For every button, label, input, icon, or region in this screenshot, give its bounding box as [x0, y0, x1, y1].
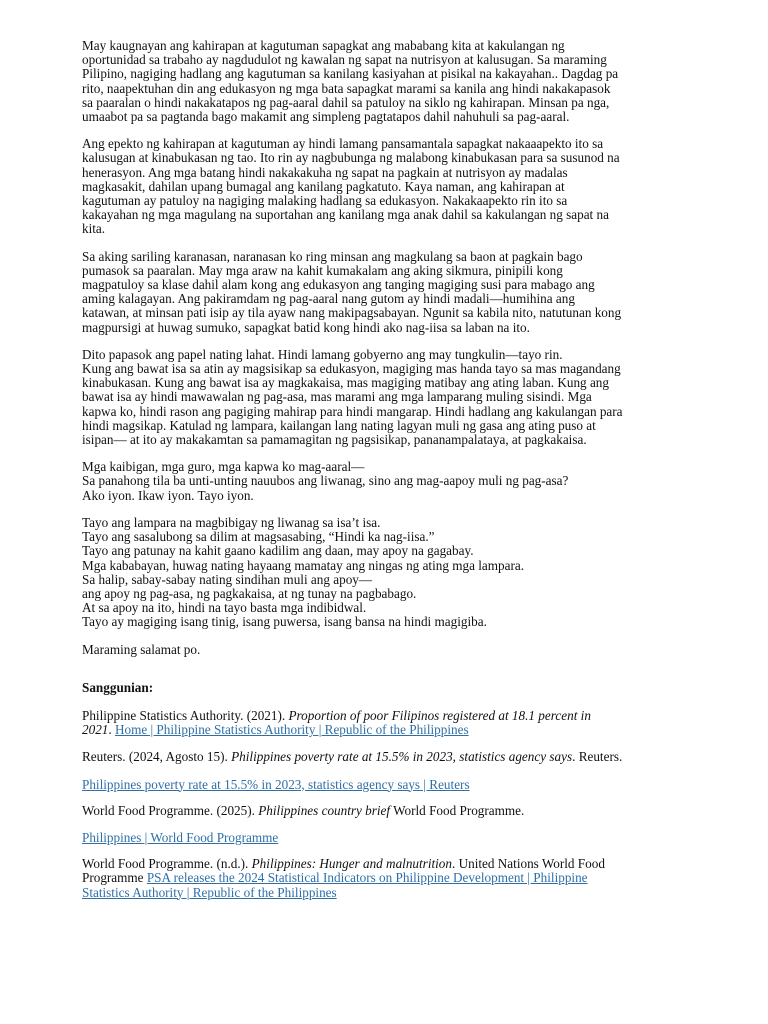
paragraph-line: henerasyon. Ang mga batang hindi nakakakuha ng sapat na pagkain at nutrisyon ay madalas: [82, 164, 568, 180]
paragraph-line: umaabot pa sa pagtanda bago makamit ang simpleng pagtatapos dahil nahuhuli sa pag-aaral.: [82, 109, 570, 125]
paragraph-line: Pilipino, nagiging hadlang ang kagutuman sa kanilang kasiyahan at pisikal na kakayahan.. Dagdag pa: [82, 66, 619, 82]
body-paragraph: [82, 516, 708, 630]
paragraph-line: magkasakit, dahilan upang bumagal ang kanilang pagkatuto. Kaya naman, ang kahirapan at: [82, 178, 565, 194]
reference-line: [82, 886, 708, 900]
body-paragraph: [82, 348, 708, 447]
paragraph-line: Ang epekto ng kahirapan at kagutuman ay hindi lamang pansamantala sapagkat nakaaapekto ito sa: [82, 136, 604, 152]
paragraph-line: bawat isa ay hindi mawawalan ng pag-asa, mas marami ang mga lamparang muling sisindi. Mga: [82, 389, 592, 405]
paragraph-line: kapwa ko, hindi rason ang pagiging mahirap para hindi mangarap. Hindi hadlang ang kakulangan para: [82, 403, 623, 419]
reference-title: Philippines poverty rate at 15.5% in 2023, statistics agency says: [231, 749, 573, 765]
reference-reuters-link-row: [82, 778, 708, 792]
psa-home-link[interactable]: Home | Philippine Statistics Authority | Republic of the Philippines: [114, 722, 469, 738]
paragraph-line: magpatuloy sa klase dahil alam kong ang edukasyon ang tanging magiging susi para mabago ang: [82, 277, 595, 293]
paragraph-line: At sa apoy na ito, hindi na tayo basta mga indibidwal.: [82, 600, 367, 616]
wfp-philippines-link[interactable]: Philippines | World Food Programme: [82, 829, 279, 845]
paragraph-line: kakayahan ng mga magulang na suportahan ang kanilang mga anak dahil sa kakulangan ng sapat na: [82, 207, 609, 223]
essay-body: [82, 39, 708, 630]
references-title: Sanggunian:: [82, 679, 154, 695]
reference-title-cont: 2021: [82, 722, 109, 738]
paragraph-line: Mga kababayan, huwag nating hayaang mamatay ang ningas ng ating mga lampara.: [82, 557, 525, 573]
reference-reuters: [82, 750, 708, 764]
paragraph-line: Tayo ang sasalubong sa dilim at magsasabing, “Hindi ka nag-iisa.”: [82, 529, 435, 545]
closing-line: Maraming salamat po.: [82, 641, 201, 657]
paragraph-line: magpursigi at huwag sumuko, sapagkat batid kong hindi ako nag-iisa sa laban na ito.: [82, 319, 530, 335]
body-paragraph: [82, 250, 708, 335]
reference-line: [82, 723, 708, 737]
paragraph-line: Tayo ang lampara na magbibigay ng liwanag sa isa’t isa.: [82, 514, 381, 530]
paragraph-line: Tayo ay magiging isang tinig, isang puwersa, isang bansa na hindi magigiba.: [82, 614, 487, 630]
reference-author: World Food Programme. (n.d.).: [82, 856, 252, 872]
reference-title: Philippines: Hunger and malnutrition: [251, 856, 452, 872]
paragraph-line: aming kalagayan. Ang pakiramdam ng pag-aaral nang gutom ay hindi madali—humihina ang: [82, 291, 575, 307]
reference-source: . Reuters.: [572, 749, 623, 765]
psa-indicators-link-cont[interactable]: Statistics Authority | Republic of the Philippines: [82, 884, 337, 900]
reference-wfp-link-row: [82, 831, 708, 845]
paragraph-line: Mga kaibigan, mga guro, mga kapwa ko mag-aaral—: [82, 459, 365, 475]
reference-author: World Food Programme. (2025).: [82, 802, 259, 818]
paragraph-line: Ako iyon. Ikaw iyon. Tayo iyon.: [82, 487, 254, 503]
reference-line: [82, 750, 708, 764]
paragraph-line: Sa halip, sabay-sabay nating sindihan muli ang apoy—: [82, 571, 373, 587]
body-paragraph: [82, 460, 708, 503]
reference-title: Proportion of poor Filipinos registered at 18.1 percent in: [288, 707, 591, 723]
reference-line: [82, 804, 708, 818]
reference-author: Philippine Statistics Authority. (2021).: [82, 707, 289, 723]
paragraph-line: Tayo ang patunay na kahit gaano kadilim ang daan, may apoy na gagabay.: [82, 543, 474, 559]
reference-wfp-brief: [82, 804, 708, 818]
paragraph-line: ang apoy ng pag-asa, ng pagkakaisa, at ng tunay na pagbabago.: [82, 585, 417, 601]
paragraph-line: kinabukasan. Kung ang bawat isa ay magkakaisa, mas magiging matibay ang ating laban. Kung ang: [82, 375, 609, 391]
paragraph-line: sa paaralan o hindi nakakatapos ng pag-aaral dahil sa patuloy na siklo ng kahirapan. Minsan pa nga,: [82, 94, 610, 110]
reference-title: Philippines country brief: [258, 802, 391, 818]
body-paragraph: [82, 137, 708, 236]
paragraph-line: katawan, at minsan pati isip ay tila ayaw nang makipagsabayan. Ngunit sa kabila nito, natutunan kong: [82, 305, 622, 321]
reference-line: [82, 871, 708, 885]
psa-indicators-link[interactable]: PSA releases the 2024 Statistical Indicators on Philippine Development | Philippine: [146, 870, 588, 886]
reference-psa: [82, 709, 708, 737]
reference-punct: .: [108, 722, 115, 738]
body-paragraph: [82, 39, 708, 124]
paragraph-line: oportunidad sa trabaho ay nagdudulot ng kawalan ng sapat na nutrisyon at kalusugan. Sa maraming: [82, 52, 607, 68]
reference-line: [82, 857, 708, 871]
paragraph-line: Kung ang bawat isa sa atin ay magsisikap sa edukasyon, magiging mas handa tayo sa mas magandang: [82, 361, 621, 377]
paragraph-line: rito, naapektuhan din ang edukasyon ng mga bata sapagkat marami sa kanila ang hindi nakakapasok: [82, 80, 611, 96]
reference-source: . United Nations World Food: [452, 856, 605, 872]
reference-source: World Food Programme.: [390, 802, 525, 818]
reference-source-cont: Programme: [82, 870, 147, 886]
paragraph-line: isipan— at ito ay makakamtan sa pamamagitan ng pagsisikap, pananampalataya, at pagkakaisa.: [82, 432, 587, 448]
paragraph-line: kita.: [82, 221, 106, 237]
reuters-article-link[interactable]: Philippines poverty rate at 15.5% in 2023, statistics agency says | Reuters: [82, 776, 470, 792]
paragraph-line: Sa aking sariling karanasan, naranasan ko ring minsan ang magkulang sa baon at pagkain bago: [82, 248, 583, 264]
paragraph-line: hindi magsikap. Katulad ng lampara, kailangan lang nating lagyan muli ng gasa ang ating puso at: [82, 417, 596, 433]
paragraph-line: kagutuman ay patuloy na nagiging malaking hadlang sa edukasyon. Nakakaapekto rin ito sa: [82, 193, 568, 209]
reference-author: Reuters. (2024, Agosto 15).: [82, 749, 232, 765]
paragraph-line: May kaugnayan ang kahirapan at kagutuman sapagkat ang mababang kita at kakulangan ng: [82, 38, 565, 53]
paragraph-line: Dito papasok ang papel nating lahat. Hindi lamang gobyerno ang may tungkulin—tayo rin.: [82, 346, 563, 362]
paragraph-line: Sa panahong tila ba unti-unting nauubos ang liwanag, sino ang mag-aapoy muli ng pag-asa?: [82, 473, 569, 489]
paragraph-line: pumasok sa paaralan. May mga araw na kahit kumakalam ang aking sikmura, pinipili kong: [82, 262, 563, 278]
reference-line: [82, 709, 708, 723]
paragraph-line: kalusugan at kinabukasan ng tao. Ito rin ay nagbubunga ng malabong kinabukasan para sa susunod na: [82, 150, 620, 166]
reference-wfp-hunger: [82, 857, 708, 900]
